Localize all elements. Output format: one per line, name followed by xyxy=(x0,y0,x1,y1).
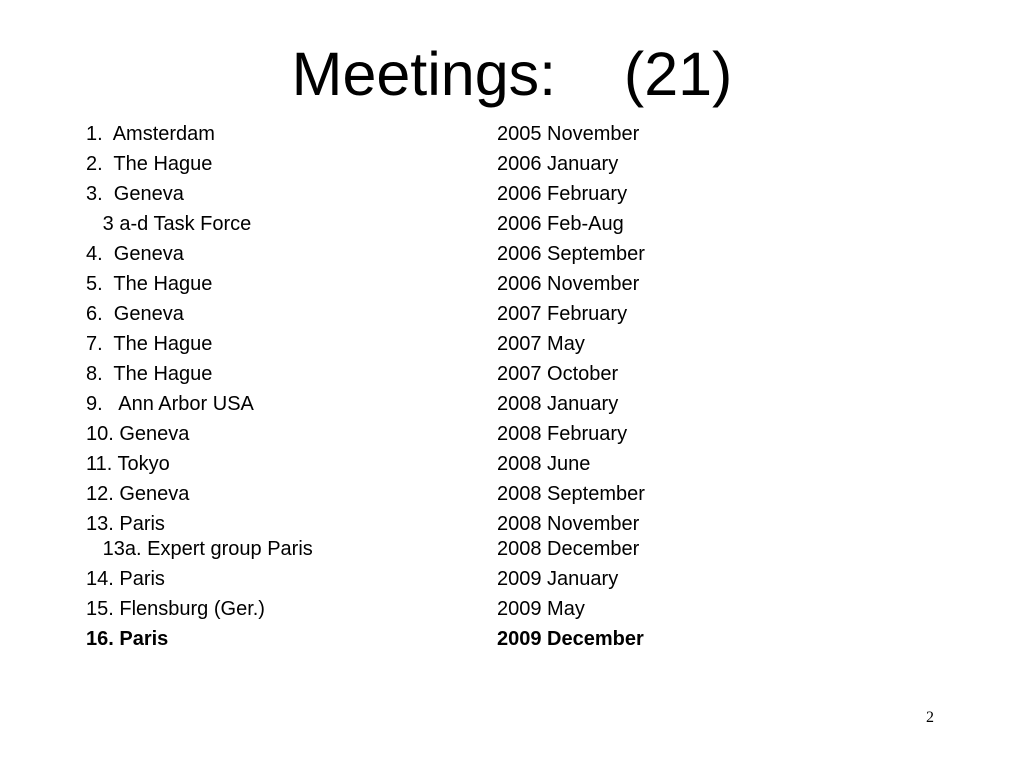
meeting-row xyxy=(0,302,1024,327)
meeting-place: 1. Amsterdam xyxy=(86,123,215,145)
meeting-date: 2008 February xyxy=(497,423,628,445)
meeting-place: 2. The Hague xyxy=(86,153,213,175)
meeting-date: 2007 February xyxy=(497,303,628,325)
slide-title: Meetings: (21) xyxy=(291,40,733,108)
meeting-date: 2006 February xyxy=(497,183,628,205)
meeting-place: 9. Ann Arbor USA xyxy=(86,393,254,415)
meeting-date: 2009 December xyxy=(497,628,644,650)
meeting-date: 2007 October xyxy=(497,363,619,385)
meeting-row xyxy=(0,482,1024,507)
meeting-row xyxy=(0,242,1024,267)
meeting-place: 14. Paris xyxy=(86,568,165,590)
meeting-place: 12. Geneva xyxy=(86,483,190,505)
meeting-place: 11. Tokyo xyxy=(86,453,170,475)
meeting-date: 2009 January xyxy=(497,568,619,590)
meeting-row xyxy=(0,332,1024,357)
meeting-date: 2005 November xyxy=(497,123,640,145)
meeting-date: 2008 January xyxy=(497,393,619,415)
meeting-row xyxy=(0,272,1024,297)
meeting-place: 5. The Hague xyxy=(86,273,213,295)
meeting-row xyxy=(0,537,1024,562)
meeting-row xyxy=(0,422,1024,447)
meeting-row-current xyxy=(0,627,1024,652)
meeting-date: 2006 November xyxy=(497,273,640,295)
meeting-place: 7. The Hague xyxy=(86,333,213,355)
meeting-date: 2006 Feb-Aug xyxy=(497,213,624,235)
meeting-row xyxy=(0,152,1024,177)
meeting-place: 3. Geneva xyxy=(86,183,184,205)
meeting-place: 10. Geneva xyxy=(86,423,190,445)
meeting-date: 2006 September xyxy=(497,243,645,265)
meeting-place: 6. Geneva xyxy=(86,303,184,325)
meeting-date: 2008 November xyxy=(497,513,640,535)
meeting-row xyxy=(0,452,1024,477)
meeting-date: 2008 December xyxy=(497,538,640,560)
meeting-row xyxy=(0,362,1024,387)
meeting-date: 2009 May xyxy=(497,598,585,620)
meeting-row xyxy=(0,392,1024,417)
meeting-date: 2008 September xyxy=(497,483,645,505)
meeting-row xyxy=(0,212,1024,237)
page-number: 2 xyxy=(926,709,934,726)
meeting-date: 2008 June xyxy=(497,453,591,475)
meeting-place: 13. Paris xyxy=(86,513,165,535)
meeting-row xyxy=(0,122,1024,147)
meeting-row xyxy=(0,597,1024,622)
meeting-row xyxy=(0,567,1024,592)
meeting-row xyxy=(0,512,1024,537)
meeting-place: 4. Geneva xyxy=(86,243,184,265)
meeting-place: 16. Paris xyxy=(86,628,169,650)
meeting-place: 3 a-d Task Force xyxy=(86,213,252,235)
meeting-date: 2007 May xyxy=(497,333,585,355)
meeting-place: 8. The Hague xyxy=(86,363,213,385)
meeting-place: 13a. Expert group Paris xyxy=(86,538,313,560)
meeting-row xyxy=(0,182,1024,207)
meeting-place: 15. Flensburg (Ger.) xyxy=(86,598,265,620)
meeting-date: 2006 January xyxy=(497,153,619,175)
